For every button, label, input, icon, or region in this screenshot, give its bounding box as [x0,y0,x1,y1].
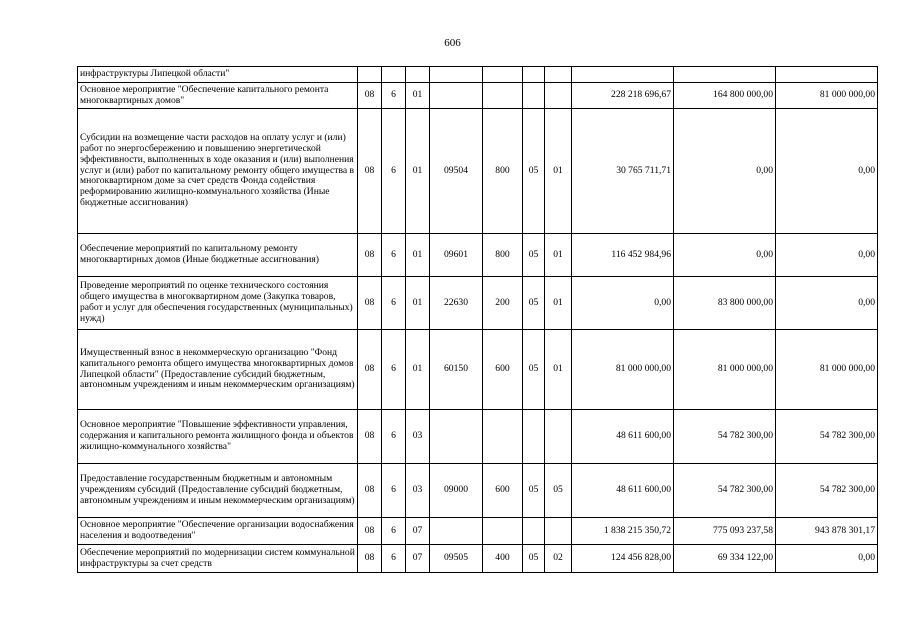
program-code-cell: 6 [382,109,406,234]
row-description: Основное мероприятие "Повышение эффективности управления, содержания и капитального ремонта жилищного фонда и объектов жилищно-коммунального хозяйства" [78,410,358,464]
table-row [78,277,878,330]
table-row [78,234,878,277]
subsection-cell: 05 [545,464,572,518]
amount-year1-cell: 124 456 828,00 [572,545,674,573]
amount-year2-cell: 69 334 122,00 [674,545,776,573]
amount-year3-cell: 81 000 000,00 [776,83,878,109]
expense-code-cell: 09000 [430,464,483,518]
amount-year3-cell: 54 782 300,00 [776,410,878,464]
amount-year2-cell [674,67,776,83]
amount-year1-cell: 228 218 696,67 [572,83,674,109]
amount-year3-cell [776,67,878,83]
subsection-cell [545,83,572,109]
program-code-cell: 6 [382,545,406,573]
subsection-cell [545,518,572,545]
amount-year3-cell: 81 000 000,00 [776,330,878,410]
subsection-cell: 01 [545,109,572,234]
ministry-code-cell: 08 [358,518,382,545]
amount-year1-cell: 48 611 600,00 [572,464,674,518]
section-cell [523,83,545,109]
program-code-cell: 6 [382,234,406,277]
ministry-code-cell: 08 [358,545,382,573]
table-row [78,545,878,573]
expense-type-cell: 600 [483,330,523,410]
amount-year3-cell: 0,00 [776,545,878,573]
expense-code-cell [430,518,483,545]
section-cell: 05 [523,277,545,330]
table-row [78,109,878,234]
amount-year1-cell: 1 838 215 350,72 [572,518,674,545]
program-code-cell: 6 [382,518,406,545]
section-cell: 05 [523,464,545,518]
subsection-cell: 02 [545,545,572,573]
expense-code-cell [430,410,483,464]
expense-code-cell: 09601 [430,234,483,277]
row-description: Обеспечение мероприятий по модернизации систем коммунальной инфраструктуры за счет средств [78,545,358,573]
program-code-cell: 6 [382,277,406,330]
section-cell [523,518,545,545]
row-description: Обеспечение мероприятий по капитальному ремонту многоквартирных домов (Иные бюджетные ассигнования) [78,234,358,277]
expense-type-cell [483,518,523,545]
section-cell: 05 [523,234,545,277]
expense-type-cell [483,83,523,109]
amount-year3-cell: 943 878 301,17 [776,518,878,545]
subprogram-code-cell: 07 [406,518,430,545]
program-code-cell: 6 [382,464,406,518]
ministry-code-cell: 08 [358,83,382,109]
section-cell: 05 [523,545,545,573]
expense-code-cell: 60150 [430,330,483,410]
subsection-cell: 01 [545,234,572,277]
program-code-cell: 6 [382,410,406,464]
expense-type-cell: 800 [483,109,523,234]
table-row [78,67,878,83]
subsection-cell: 01 [545,277,572,330]
ministry-code-cell [358,67,382,83]
expense-type-cell: 600 [483,464,523,518]
row-description: Имущественный взнос в некоммерческую организацию "Фонд капитального ремонта общего имущества многоквартирных домов Липецкой области" (Предоставление субсидий бюджетным, автономным учреждениям и иным некоммерческим организациям) [78,330,358,410]
subprogram-code-cell: 01 [406,277,430,330]
subprogram-code-cell: 03 [406,410,430,464]
ministry-code-cell: 08 [358,410,382,464]
expense-type-cell [483,67,523,83]
section-cell [523,410,545,464]
program-code-cell: 6 [382,83,406,109]
row-description: Субсидии на возмещение части расходов на оплату услуг и (или) работ по энергосбережению и повышению энергетической эффективности, выполненных в ходе оказания и (или) выполнения услуг и (или) работ по капитальному ремонту общего имущества в многоквартирном доме за счет средств Фонда содействия реформированию жилищно-коммунального хозяйства (Иные бюджетные ассигнования) [78,109,358,234]
table-row [78,464,878,518]
expense-code-cell [430,83,483,109]
amount-year2-cell: 54 782 300,00 [674,464,776,518]
section-cell [523,67,545,83]
amount-year2-cell: 0,00 [674,109,776,234]
amount-year3-cell: 0,00 [776,234,878,277]
section-cell: 05 [523,109,545,234]
program-code-cell: 6 [382,330,406,410]
amount-year2-cell: 164 800 000,00 [674,83,776,109]
amount-year1-cell: 0,00 [572,277,674,330]
row-description: Проведение мероприятий по оценке технического состояния общего имущества в многоквартирном доме (Закупка товаров, работ и услуг для обеспечения государственных (муниципальных) нужд) [78,277,358,330]
amount-year3-cell: 0,00 [776,277,878,330]
amount-year1-cell: 48 611 600,00 [572,410,674,464]
amount-year3-cell: 54 782 300,00 [776,464,878,518]
amount-year3-cell: 0,00 [776,109,878,234]
subprogram-code-cell [406,67,430,83]
amount-year2-cell: 54 782 300,00 [674,410,776,464]
subsection-cell: 01 [545,330,572,410]
row-description: Основное мероприятие "Обеспечение организации водоснабжения населения и водоотведения" [78,518,358,545]
ministry-code-cell: 08 [358,464,382,518]
budget-table [77,66,878,573]
amount-year2-cell: 0,00 [674,234,776,277]
amount-year2-cell: 83 800 000,00 [674,277,776,330]
subprogram-code-cell: 01 [406,330,430,410]
table-row [78,518,878,545]
row-description: Предоставление государственным бюджетным и автономным учреждениям субсидий (Предоставление субсидий бюджетным, автономным учреждениям и иным некоммерческим организациям) [78,464,358,518]
expense-code-cell [430,67,483,83]
expense-type-cell: 400 [483,545,523,573]
ministry-code-cell: 08 [358,234,382,277]
subprogram-code-cell: 03 [406,464,430,518]
amount-year2-cell: 775 093 237,58 [674,518,776,545]
expense-code-cell: 09504 [430,109,483,234]
subprogram-code-cell: 07 [406,545,430,573]
subprogram-code-cell: 01 [406,234,430,277]
section-cell: 05 [523,330,545,410]
amount-year1-cell: 30 765 711,71 [572,109,674,234]
ministry-code-cell: 08 [358,277,382,330]
page-number: 606 [444,37,461,49]
table-row [78,410,878,464]
expense-type-cell: 800 [483,234,523,277]
amount-year2-cell: 81 000 000,00 [674,330,776,410]
ministry-code-cell: 08 [358,330,382,410]
program-code-cell [382,67,406,83]
ministry-code-cell: 08 [358,109,382,234]
expense-code-cell: 09505 [430,545,483,573]
amount-year1-cell: 116 452 984,96 [572,234,674,277]
table-row [78,83,878,109]
expense-code-cell: 22630 [430,277,483,330]
amount-year1-cell: 81 000 000,00 [572,330,674,410]
amount-year1-cell [572,67,674,83]
subsection-cell [545,410,572,464]
table-row [78,330,878,410]
expense-type-cell: 200 [483,277,523,330]
subsection-cell [545,67,572,83]
subprogram-code-cell: 01 [406,83,430,109]
row-description: инфраструктуры Липецкой области" [78,67,358,83]
subprogram-code-cell: 01 [406,109,430,234]
expense-type-cell [483,410,523,464]
row-description: Основное мероприятие "Обеспечение капитального ремонта многоквартирных домов" [78,83,358,109]
